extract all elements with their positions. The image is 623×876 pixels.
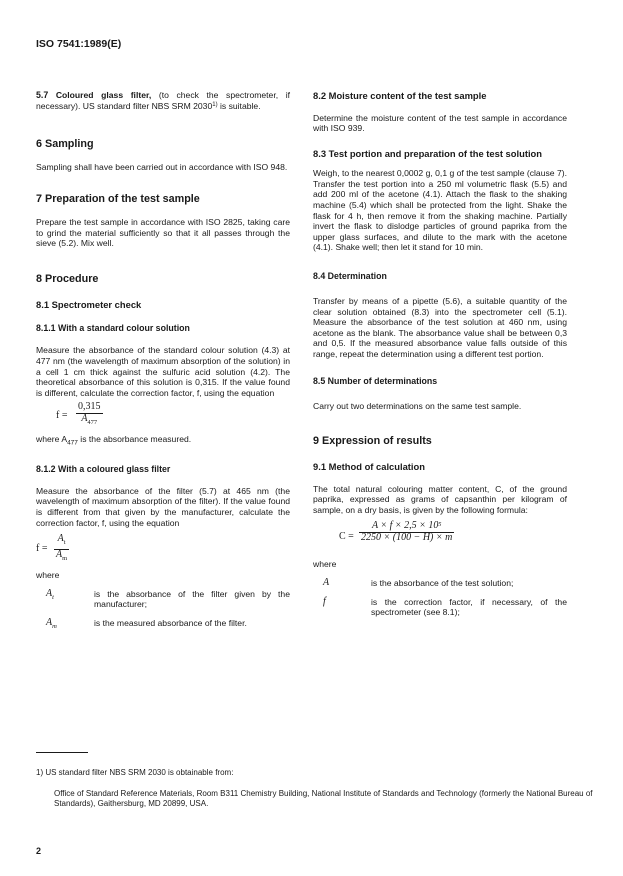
right-column bbox=[313, 90, 567, 618]
equation-2 bbox=[36, 530, 290, 570]
section-5-7-title: Coloured glass filter, bbox=[55, 90, 152, 100]
page-number: 2 bbox=[36, 846, 42, 856]
definition-symbol bbox=[36, 618, 94, 633]
section-8-3-text: Weigh, to the nearest 0,0002 g, 0,1 g of the test sample (clause 7). Transfer the test portion into a 250 ml volumetric flask (5.5) and add 200 ml of the acetone (4.1). Attach the flask to the shaking machine (5.4) which shall be protected from the light. Shake the flask for 4 h, then remove it from the shaking machine. Partially invert the flask to dislodge particles of ground paprika from the upper glass surfaces, and dilute to the mark with the acetone (4.1). Shake well; then let it stand for 10 min. bbox=[313, 168, 567, 253]
equation-1-fraction bbox=[76, 402, 103, 428]
definition-text: is the absorbance of the test solution; bbox=[371, 577, 514, 588]
where-text-b: is the absorbance measured. bbox=[77, 434, 192, 445]
def-sym: A bbox=[46, 587, 53, 599]
def-sub: m bbox=[52, 622, 57, 630]
section-8-1-1-text: Measure the absorbance of the standard colour solution (4.3) at 477 nm (the wavelength of maximum absorption of the solution) in a cell 1 cm thick against the sulfuric acid solution (4.2). The theoretical absorbance of this solution is 0,315. If the value found is different, calculate the correction factor, f, using the equation bbox=[36, 345, 290, 398]
equation-1-den-sub: 477 bbox=[87, 419, 98, 427]
section-6-text: Sampling shall have been carried out in accordance with ISO 948. bbox=[36, 161, 288, 172]
where-sub: 477 bbox=[67, 440, 78, 448]
definition-symbol: A bbox=[323, 576, 330, 588]
section-8-1-2-heading: 8.1.2 With a coloured glass filter bbox=[36, 463, 171, 474]
equation-3-fraction bbox=[359, 521, 454, 543]
section-6-heading: 6 Sampling bbox=[36, 137, 94, 150]
section-5-7-number: 5.7 bbox=[36, 90, 49, 100]
equation-1-numerator: 0,315 bbox=[78, 401, 101, 413]
equation-2-den-sub: m bbox=[62, 554, 68, 562]
equation-3-num-text: A × f × 2,5 × 10 bbox=[371, 520, 439, 532]
section-8-1-1-heading: 8.1.1 With a standard colour solution bbox=[36, 323, 190, 334]
definition-text: is the absorbance of the filter given by the manufacturer; bbox=[94, 588, 290, 610]
section-8-1-heading: 8.1 Spectrometer check bbox=[36, 298, 142, 310]
equation-2-fraction bbox=[54, 534, 69, 564]
section-9-1-text: The total natural colouring matter content, C, of the ground paprika, expressed as grams of capsanthin per kilogram of sample, on a dry basis, is given by the following formula: bbox=[313, 483, 567, 515]
equation-1-denominator bbox=[76, 414, 103, 429]
equation-2-num-sub: t bbox=[63, 539, 66, 547]
section-5-7-text: (to check the spectrometer, if necessary). US standard filter NBS SRM 2030 bbox=[36, 90, 290, 111]
definition-row bbox=[313, 578, 567, 589]
section-8-2-text: Determine the moisture content of the test sample in accordance with ISO 939. bbox=[313, 112, 567, 134]
section-7-text: Prepare the test sample in accordance with ISO 2825, taking care to grind the material sufficiently so that it all passes through the sieve (5.2). Mix well. bbox=[36, 217, 290, 249]
section-8-4-heading: 8.4 Determination bbox=[313, 270, 387, 281]
equation-2-where: where bbox=[36, 570, 60, 581]
definition-row bbox=[313, 597, 567, 618]
section-8-1-2-text: Measure the absorbance of the filter (5.7) at 465 nm (the wavelength of maximum absorption of the filter). If the value found is different from that given by the manufacturer, calculate the correction factor, f, using the equation bbox=[36, 485, 290, 528]
left-column bbox=[36, 90, 290, 633]
equation-2-numerator bbox=[54, 534, 69, 550]
footnote-rule bbox=[36, 752, 88, 753]
footnote bbox=[36, 768, 596, 810]
equation-2-denominator bbox=[54, 550, 69, 565]
equation-3-lhs: C = bbox=[339, 531, 354, 543]
definition-row bbox=[36, 618, 290, 633]
equation-1 bbox=[36, 400, 290, 434]
equation-1-lhs: f = bbox=[56, 410, 68, 422]
definition-text: is the measured absorbance of the filter. bbox=[94, 617, 247, 628]
equation-2-num-symbol: A bbox=[57, 533, 64, 545]
section-8-heading: 8 Procedure bbox=[36, 272, 99, 285]
def-sub: t bbox=[52, 593, 54, 601]
definition-symbol bbox=[36, 589, 94, 610]
equation-3-denominator: 2250 × (100 − H) × m bbox=[361, 531, 453, 543]
section-9-heading: 9 Expression of results bbox=[313, 435, 432, 448]
equation-2-den-symbol: A bbox=[56, 548, 63, 560]
section-5-7-tail: is suitable. bbox=[217, 101, 261, 111]
section-7-heading: 7 Preparation of the test sample bbox=[36, 193, 200, 206]
footnote-line-1: 1) US standard filter NBS SRM 2030 is obtainable from: bbox=[36, 768, 234, 777]
footnote-line-2: Office of Standard Reference Materials, Room B311 Chemistry Building, National Institute of Standards and Technology (formerly the National Bureau of Standards), Gaithersburg, MD 20899, USA. bbox=[54, 788, 593, 808]
section-8-2-heading: 8.2 Moisture content of the test sample bbox=[313, 90, 487, 101]
document-header: ISO 7541:1989(E) bbox=[36, 38, 122, 50]
section-8-4-text: Transfer by means of a pipette (5.6), a suitable quantity of the clear solution obtained (8.3) into the spectrometer cell (5.1). Measure the absorbance of the test solution at 460 nm, using acetone as the blank. The absorbance value shall be between 0,3 and 0,5. If the measured absorbance value falls outside of this range, repeat the determination using a different test portion. bbox=[313, 295, 567, 359]
equation-3 bbox=[313, 519, 567, 559]
section-9-1-heading: 9.1 Method of calculation bbox=[313, 461, 425, 473]
footnote-ref: 1) bbox=[212, 102, 218, 108]
definition-row bbox=[36, 589, 290, 610]
equation-3-num-exp: 5 bbox=[438, 522, 442, 529]
definition-symbol: f bbox=[323, 595, 326, 607]
section-8-3-heading: 8.3 Test portion and preparation of the test solution bbox=[313, 147, 543, 159]
equation-1-where bbox=[36, 434, 290, 449]
equation-2-lhs: f = bbox=[36, 543, 48, 555]
section-8-5-heading: 8.5 Number of determinations bbox=[313, 375, 438, 386]
section-5-7 bbox=[36, 90, 290, 112]
where-text-a: where A bbox=[36, 434, 68, 445]
section-8-5-text: Carry out two determinations on the same test sample. bbox=[313, 400, 522, 411]
equation-1-den-symbol: A bbox=[81, 413, 88, 425]
equation-3-where: where bbox=[313, 559, 337, 570]
def-sym: A bbox=[46, 616, 53, 628]
definition-text: is the correction factor, if necessary, of the spectrometer (see 8.1); bbox=[371, 596, 567, 618]
